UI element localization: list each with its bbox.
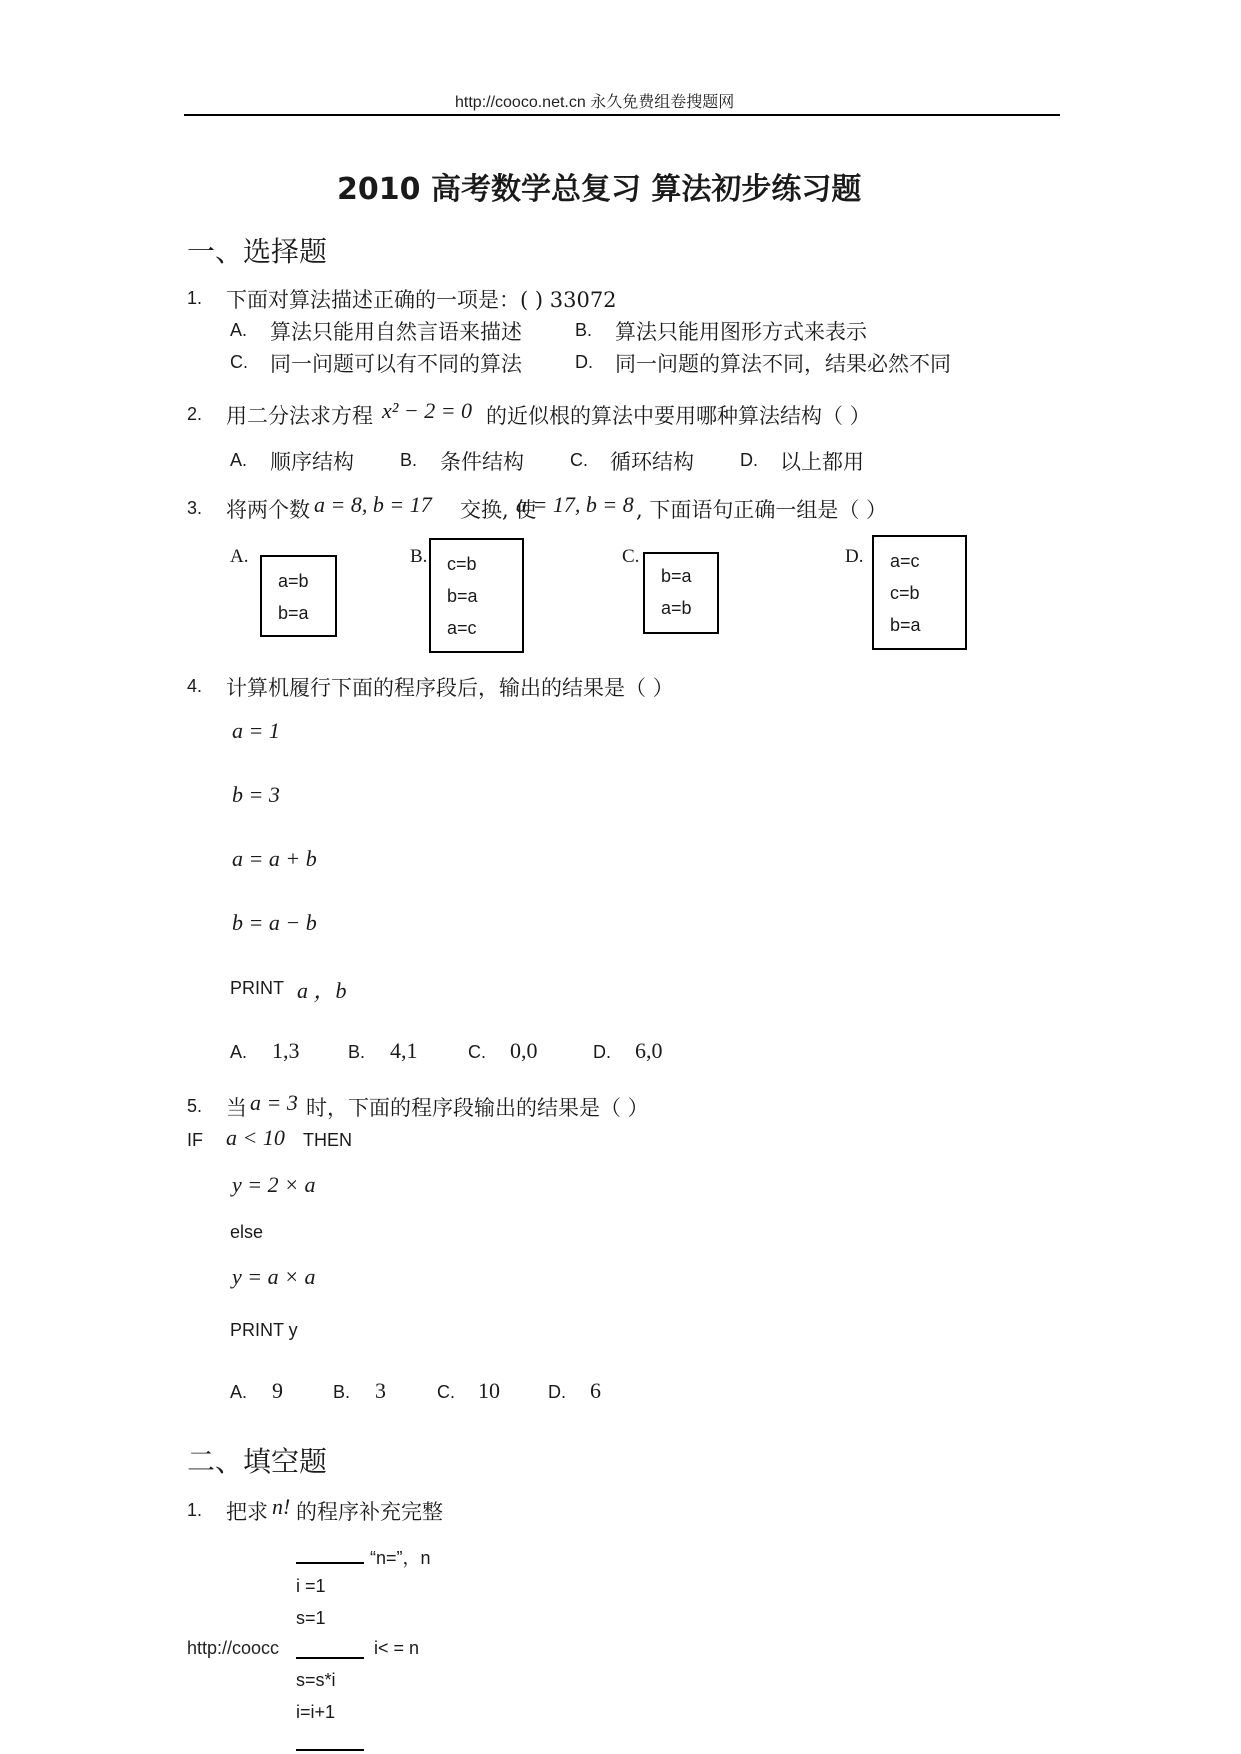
f1-code-line: s=1 <box>296 1608 326 1628</box>
f1-blank-input[interactable] <box>296 1732 364 1751</box>
q3-box-d-line: c=b <box>890 583 920 603</box>
q2-option-b: 条件结构 <box>440 450 524 474</box>
q4-text: 计算机履行下面的程序段后，输出的结果是（ ） <box>226 676 674 700</box>
q3-box-c-label: C. <box>622 546 640 567</box>
f1-code-line: “n=”，n <box>370 1548 431 1568</box>
q2-option-d-label: D. <box>740 450 758 470</box>
q2-option-a-label: A. <box>230 450 248 470</box>
q5-text-after: 时，下面的程序段输出的结果是（ ） <box>306 1096 649 1120</box>
q2-option-c: 循环结构 <box>610 450 694 474</box>
q3-box-b-line: c=b <box>447 554 477 574</box>
q5-number: 5. <box>187 1096 203 1116</box>
q1-option-c: 同一问题可以有不同的算法 <box>270 352 522 376</box>
q4-print-keyword: PRINT <box>230 978 284 998</box>
q3-box-d-line: b=a <box>890 615 921 635</box>
q3-text-after: , 下面语句正确一组是（ ） <box>636 498 888 522</box>
q1-option-d: 同一问题的算法不同，结果必然不同 <box>615 352 951 376</box>
q3-box-a-line: a=b <box>278 571 309 591</box>
f1-code-line: i< = n <box>374 1638 420 1658</box>
q5-option-c-label: C. <box>437 1382 455 1402</box>
q4-option-c: 0,0 <box>510 1038 538 1063</box>
q4-option-d: 6,0 <box>635 1038 663 1063</box>
q3-box-d-line: a=c <box>890 551 920 571</box>
f1-number: 1. <box>187 1500 203 1520</box>
q5-option-b-label: B. <box>333 1382 351 1402</box>
q4-code-line: a = a + b <box>232 846 317 871</box>
q5-math: a = 3 <box>250 1090 298 1115</box>
q3-box-b <box>429 538 524 653</box>
q2-text-after: 的近似根的算法中要用哪种算法结构（ ） <box>486 404 871 428</box>
q5-then-line: y = 2 × a <box>232 1172 316 1197</box>
q1-option-c-label: C. <box>230 352 248 372</box>
q2-option-d: 以上都用 <box>780 450 864 474</box>
f1-math: n! <box>272 1494 291 1519</box>
f1-text-after: 的程序补充完整 <box>296 1500 443 1524</box>
q3-number: 3. <box>187 498 203 518</box>
q3-box-a-label: A. <box>230 546 249 567</box>
q5-if-keyword: IF <box>187 1130 203 1150</box>
f1-blank-input[interactable] <box>296 1640 364 1659</box>
section-heading-choice: 一、选择题 <box>187 235 328 268</box>
section-heading-fill: 二、填空题 <box>187 1445 328 1478</box>
q1-option-a-label: A. <box>230 320 248 340</box>
q2-option-c-label: C. <box>570 450 588 470</box>
f1-code-line: i=i+1 <box>296 1702 336 1722</box>
q4-print-args: a ，b <box>297 978 347 1003</box>
q4-option-a-label: A. <box>230 1042 248 1062</box>
q5-else-keyword: else <box>230 1222 264 1242</box>
q3-text-before: 将两个数 <box>226 498 310 522</box>
q3-text-mid: 交换, 使 <box>460 498 537 522</box>
q3-box-a <box>260 555 337 637</box>
q4-option-d-label: D. <box>593 1042 611 1062</box>
q3-box-b-label: B. <box>410 546 428 567</box>
q5-option-c: 10 <box>478 1378 500 1403</box>
q5-print-line: PRINT y <box>230 1320 298 1340</box>
q4-option-b: 4,1 <box>390 1038 418 1063</box>
q3-box-b-line: a=c <box>447 618 477 638</box>
q2-equation: x² − 2 = 0 <box>382 398 473 423</box>
f1-code-line: s=s*i <box>296 1670 336 1690</box>
q4-option-b-label: B. <box>348 1042 366 1062</box>
q5-option-b: 3 <box>375 1378 386 1403</box>
page-title: 2010 高考数学总复习 算法初步练习题 <box>337 172 862 207</box>
q5-then-keyword: THEN <box>303 1130 352 1150</box>
q2-text-before: 用二分法求方程 <box>226 404 373 428</box>
q4-code-line: b = 3 <box>232 782 280 807</box>
q5-if-condition: a < 10 <box>226 1125 285 1150</box>
q3-box-c-line: a=b <box>661 598 692 618</box>
q3-box-d <box>872 535 967 650</box>
q3-box-a-line: b=a <box>278 603 309 623</box>
f1-blank-input[interactable] <box>296 1545 364 1564</box>
q3-box-c-line: b=a <box>661 566 692 586</box>
q3-math-1: a = 8, b = 17 <box>314 492 432 517</box>
q3-math-2: a = 17, b = 8 <box>516 492 634 517</box>
q5-else-line: y = a × a <box>232 1264 316 1289</box>
q5-option-d-label: D. <box>548 1382 566 1402</box>
f1-text-before: 把求 <box>226 1500 268 1524</box>
q5-text-before: 当 <box>226 1096 247 1120</box>
q3-box-d-label: D. <box>845 546 864 567</box>
q5-option-d: 6 <box>590 1378 601 1403</box>
q1-number: 1. <box>187 288 203 308</box>
q2-number: 2. <box>187 404 203 424</box>
q4-option-a: 1,3 <box>272 1038 300 1063</box>
q4-option-c-label: C. <box>468 1042 486 1062</box>
f1-code-line: i =1 <box>296 1576 326 1596</box>
q2-option-a: 顺序结构 <box>270 450 354 474</box>
q4-code-line: a = 1 <box>232 718 280 743</box>
q1-option-b-label: B. <box>575 320 593 340</box>
footer-site-fragment: http://coocc <box>187 1638 280 1658</box>
q2-option-b-label: B. <box>400 450 418 470</box>
q5-option-a-label: A. <box>230 1382 248 1402</box>
q3-box-c <box>643 552 719 634</box>
q1-option-b: 算法只能用图形方式来表示 <box>615 320 867 344</box>
q3-box-b-line: b=a <box>447 586 478 606</box>
q1-text: 下面对算法描述正确的一项是：( ) 33072 <box>226 288 617 312</box>
q5-option-a: 9 <box>272 1378 283 1403</box>
site-header: http://cooco.net.cn 永久免费组卷搜题网 <box>455 94 735 111</box>
header-rule <box>184 114 1060 116</box>
q1-option-a: 算法只能用自然言语来描述 <box>270 320 522 344</box>
q4-code-line: b = a − b <box>232 910 317 935</box>
q4-number: 4. <box>187 676 203 696</box>
q1-option-d-label: D. <box>575 352 593 372</box>
